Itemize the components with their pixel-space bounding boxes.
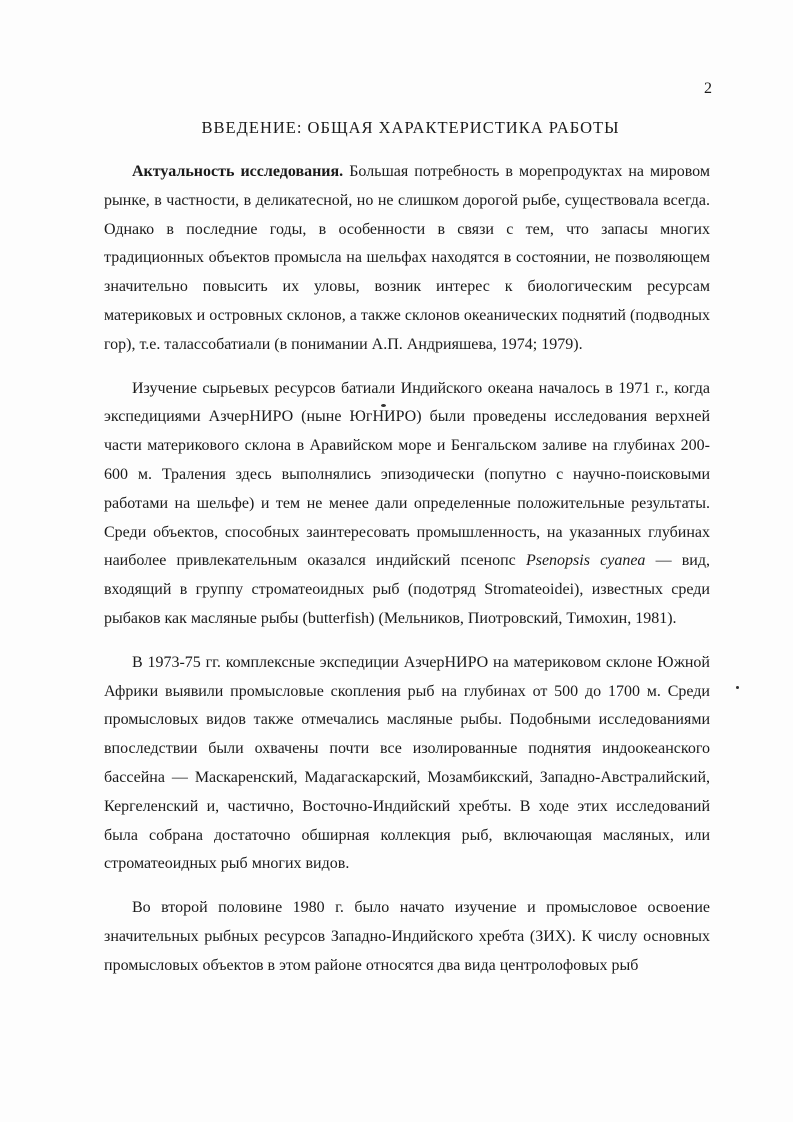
paragraph-expeditions <box>104 649 710 879</box>
paragraph-relevance <box>104 158 710 360</box>
paragraph-text: — вид, входящий в группу строматеоидных рыб (подотряд Stromateoidei), известных среди рыбаков как масляные рыбы (butterfish) (Мельников, Пиотровский, Тимохин, 1981). <box>104 552 710 627</box>
paragraph-text: Большая потребность в морепродуктах на мировом рынке, в частности, в деликатесной, но не слишком дорогой рыбе, существовала всегда. Однако в последние годы, в особенности в связи с тем, что запасы многих традиционных объектов промысла на шельфах находятся в состоянии, не позволяющем значительно повысить их уловы, возник интерес к биологическим ресурсам материковых и островных склонов, а также склонов океанических поднятий (подводных гор), т.е. талассобатиали (в понимании А.П. Андрияшева, 1974; 1979). <box>104 163 710 353</box>
scan-speck <box>381 404 386 407</box>
paragraph-text: Во второй половине 1980 г. было начато изучение и промысловое освоение значительных рыбных ресурсов Западно-Индийского хребта (ЗИХ). К числу основных промысловых объектов в этом районе относятся два вида центролофовых рыб <box>104 899 710 974</box>
paragraph-text: В 1973-75 гг. комплексные экспедиции АзчерНИРО на материковом склоне Южной Африки выявили промысловые скопления рыб на глубинах от 500 до 1700 м. Среди промысловых видов также отмечались масляные рыбы. Подобными исследованиями впоследствии были охвачены почти все изолированные поднятия индоокеанского бассейна — Маскаренский, Мадагаскарский, Мозамбикский, Западно-Австралийский, Кергеленский и, частично, Восточно-Индийский хребты. В ходе этих исследований была собрана достаточно обширная коллекция рыб, включающая масляных, или строматеоидных рыб многих видов. <box>104 653 710 873</box>
species-name: Psenopsis cyanea <box>525 552 646 570</box>
paragraph-history <box>104 375 710 634</box>
body-text <box>104 158 710 996</box>
paragraph-ridge <box>104 894 710 980</box>
paragraph-text: Изучение сырьевых ресурсов батиали Индийского океана началось в 1971 г., когда экспедициями АзчерНИРО (ныне ЮгНИРО) были проведены исследования верхней части материкового склона в Аравийском море и Бенгальском заливе на глубинах 200-600 м. Траления здесь выполнялись эпизодически (попутно с научно-поисковыми работами на шельфе) и тем не менее дали определенные положительные результаты. Среди объектов, способных заинтересовать промышленность, на указанных глубинах наиболее привлекательным оказался индийский псенопс <box>104 379 710 570</box>
page-number: 2 <box>704 80 712 97</box>
section-title: ВВЕДЕНИЕ: ОБЩАЯ ХАРАКТЕРИСТИКА РАБОТЫ <box>201 118 620 137</box>
scan-speck <box>736 686 739 689</box>
paragraph-lead: Актуальность исследования. <box>132 163 344 180</box>
